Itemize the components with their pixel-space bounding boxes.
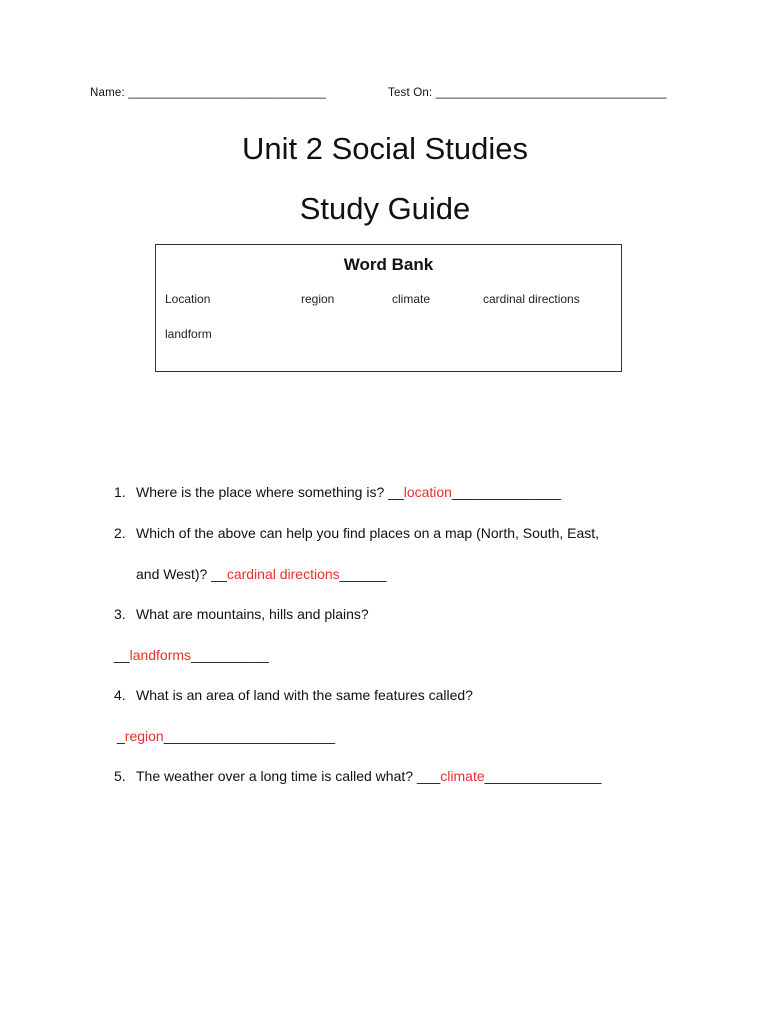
answer-text: landforms — [129, 647, 192, 663]
word-bank-word: region — [301, 292, 335, 306]
answer-text: cardinal directions — [226, 566, 340, 582]
word-bank-title: Word Bank — [343, 255, 434, 274]
question-1 — [114, 484, 561, 500]
page-title: Unit 2 Social Studies — [241, 131, 529, 166]
question-number: 1. — [114, 484, 126, 500]
question-4-answer-line — [117, 728, 335, 744]
name-field-line: Name: ______________________________ — [90, 87, 327, 99]
question-number: 4. — [114, 687, 126, 703]
answer-blank: __ — [114, 647, 130, 663]
word-bank-word: landform — [165, 327, 212, 341]
page-subtitle: Study Guide — [299, 191, 471, 226]
answer-text: region — [124, 728, 164, 744]
word-bank-word: Location — [165, 292, 211, 306]
answer-text: climate — [440, 768, 485, 784]
answer-blank: ______ — [339, 566, 387, 582]
answer-blank: ______________ — [451, 484, 561, 500]
answer-blank: __ — [211, 566, 227, 582]
answer-blank: _ — [117, 728, 125, 744]
question-number: 5. — [114, 768, 126, 784]
word-bank-word: climate — [392, 292, 431, 306]
word-bank-word: cardinal directions — [483, 292, 580, 306]
question-4 — [114, 687, 473, 703]
answer-blank: _______________ — [484, 768, 602, 784]
question-text: Where is the place where something is? — [136, 484, 385, 500]
test-on-field-line: Test On: ___________________________________ — [388, 87, 667, 99]
question-text: What is an area of land with the same features called? — [136, 687, 473, 703]
answer-blank: ______________________ — [163, 728, 336, 744]
question-number: 3. — [114, 606, 126, 622]
word-bank-box — [155, 244, 622, 372]
answer-blank: ___ — [416, 768, 441, 784]
question-number: 2. — [114, 525, 126, 541]
answer-blank: __ — [388, 484, 404, 500]
question-2 — [114, 525, 599, 541]
question-3 — [114, 606, 369, 622]
answer-text: location — [403, 484, 452, 500]
question-text: What are mountains, hills and plains? — [136, 606, 369, 622]
question-2-continued — [136, 566, 386, 582]
question-3-answer-line — [114, 647, 269, 663]
answer-blank: __________ — [191, 647, 269, 663]
question-5 — [114, 768, 601, 784]
question-text: The weather over a long time is called what? — [136, 768, 414, 784]
question-text-continued: and West)? — [136, 566, 208, 582]
question-text: Which of the above can help you find places on a map (North, South, East, — [136, 525, 600, 541]
